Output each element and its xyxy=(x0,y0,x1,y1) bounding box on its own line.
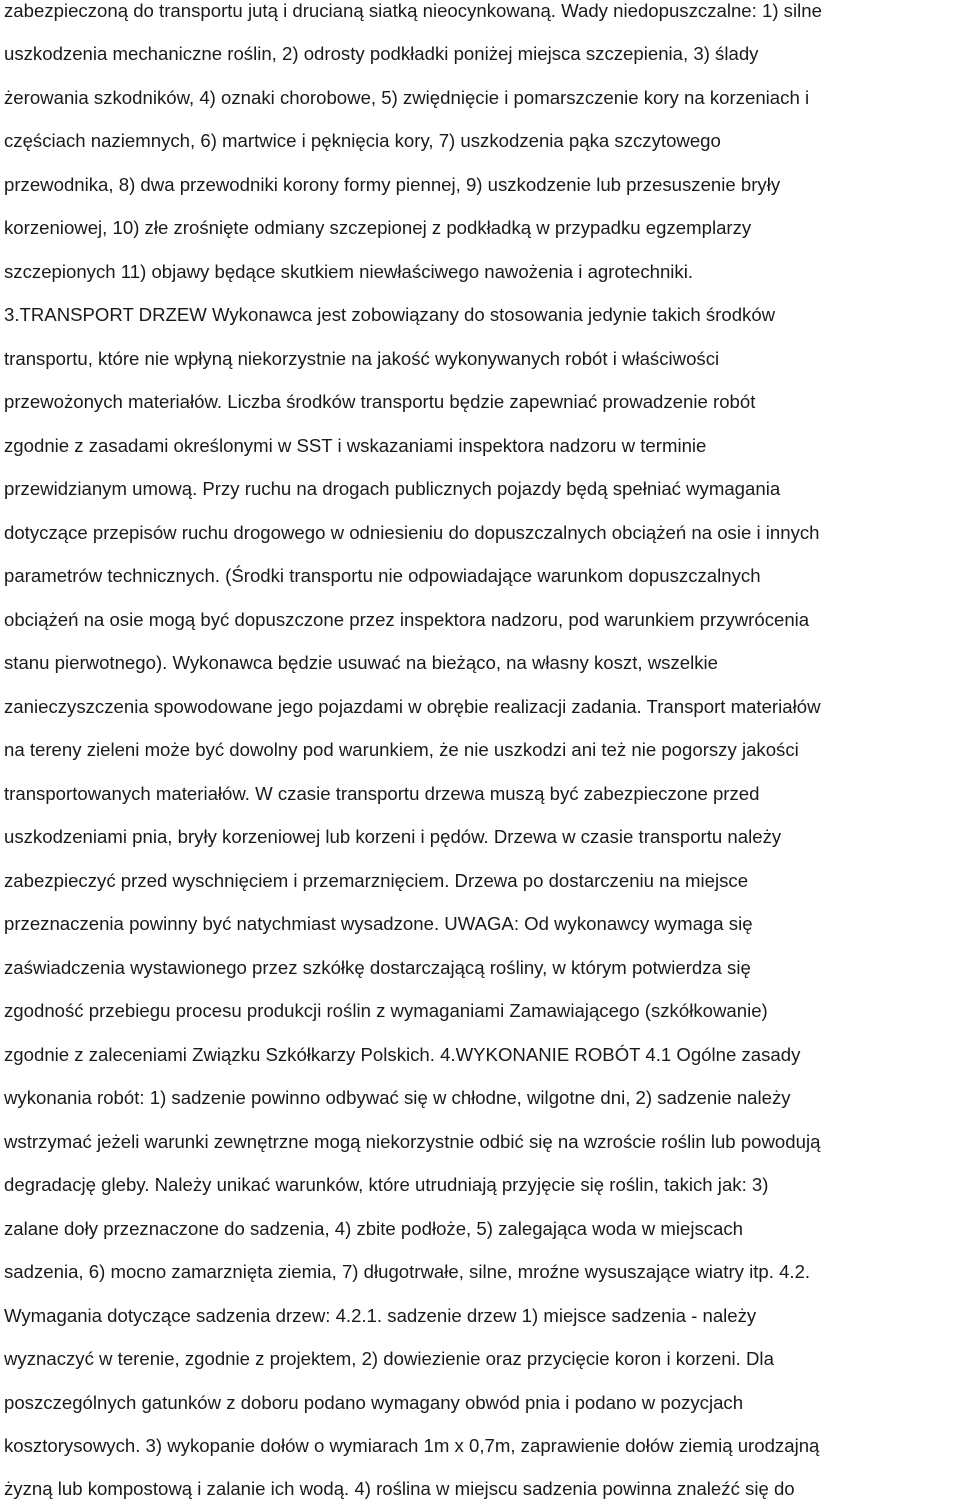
text-line: kosztorysowych. 3) wykopanie dołów o wymiarach 1m x 0,7m, zaprawienie dołów ziemią urodzajną xyxy=(4,1435,820,1456)
text-line: zabezpieczyć przed wyschnięciem i przemarznięciem. Drzewa po dostarczeniu na miejsce xyxy=(4,870,749,891)
text-line: żerowania szkodników, 4) oznaki chorobowe, 5) zwiędnięcie i pomarszczenie kory na korzeniach i xyxy=(4,87,810,108)
text-line: parametrów technicznych. (Środki transportu nie odpowiadające warunkom dopuszczalnych xyxy=(4,565,761,586)
text-line: stanu pierwotnego). Wykonawca będzie usuwać na bieżąco, na własny koszt, wszelkie xyxy=(4,652,718,673)
text-line: zalane doły przeznaczone do sadzenia, 4) zbite podłoże, 5) zalegająca woda w miejscach xyxy=(4,1218,744,1239)
text-line: wstrzymać jeżeli warunki zewnętrzne mogą niekorzystnie odbić się na wzroście roślin lub powodują xyxy=(4,1131,821,1152)
text-line: częściach naziemnych, 6) martwice i pęknięcia kory, 7) uszkodzenia pąka szczytowego xyxy=(4,130,721,151)
text-line: poszczególnych gatunków z doboru podano wymagany obwód pnia i podano w pozycjach xyxy=(4,1392,744,1413)
text-line: wyznaczyć w terenie, zgodnie z projektem, 2) dowiezienie oraz przycięcie koron i korzeni. Dla xyxy=(4,1348,774,1369)
text-line: sadzenia, 6) mocno zamarznięta ziemia, 7) długotrwałe, silne, mroźne wysuszające wiatry itp. 4.2. xyxy=(4,1261,811,1282)
text-line: degradację gleby. Należy unikać warunków, które utrudniają przyjęcie się roślin, takich jak: 3) xyxy=(4,1174,769,1195)
text-line: uszkodzeniami pnia, bryły korzeniowej lub korzeni i pędów. Drzewa w czasie transportu należy xyxy=(4,826,782,847)
text-line: zgodnie z zaleceniami Związku Szkółkarzy Polskich. 4.WYKONANIE ROBÓT 4.1 Ogólne zasady xyxy=(4,1044,801,1065)
text-line: obciążeń na osie mogą być dopuszczone przez inspektora nadzoru, pod warunkiem przywrócenia xyxy=(4,609,810,630)
text-line: uszkodzenia mechaniczne roślin, 2) odrosty podkładki poniżej miejsca szczepienia, 3) ślady xyxy=(4,43,759,64)
text-line: zaświadczenia wystawionego przez szkółkę dostarczającą rośliny, w którym potwierdza się xyxy=(4,957,751,978)
text-line: przeznaczenia powinny być natychmiast wysadzone. UWAGA: Od wykonawcy wymaga się xyxy=(4,913,753,934)
text-line: szczepionych 11) objawy będące skutkiem niewłaściwego nawożenia i agrotechniki. xyxy=(4,261,694,282)
text-line: transportowanych materiałów. W czasie transportu drzewa muszą być zabezpieczone przed xyxy=(4,783,760,804)
text-line: 3.TRANSPORT DRZEW Wykonawca jest zobowiązany do stosowania jedynie takich środków xyxy=(4,304,776,325)
text-line: przewodnika, 8) dwa przewodniki korony formy piennej, 9) uszkodzenie lub przesuszenie bryły xyxy=(4,174,781,195)
text-line: na tereny zieleni może być dowolny pod warunkiem, że nie uszkodzi ani też nie pogorszy jakości xyxy=(4,739,799,760)
text-line: żyzną lub kompostową i zalanie ich wodą. 4) roślina w miejscu sadzenia powinna znaleźć się do xyxy=(4,1478,795,1499)
text-line: zgodność przebiegu procesu produkcji roślin z wymaganiami Zamawiającego (szkółkowanie) xyxy=(4,1000,768,1021)
text-line: zabezpieczoną do transportu jutą i drucianą siatką nieocynkowaną. Wady niedopuszczalne: 1) silne xyxy=(4,0,822,21)
text-line: wykonania robót: 1) sadzenie powinno odbywać się w chłodne, wilgotne dni, 2) sadzenie należy xyxy=(4,1087,791,1108)
text-line: przewożonych materiałów. Liczba środków transportu będzie zapewniać prowadzenie robót xyxy=(4,391,756,412)
text-line: korzeniowej, 10) złe zrośnięte odmiany szczepionej z podkładką w przypadku egzemplarzy xyxy=(4,217,752,238)
text-line: zanieczyszczenia spowodowane jego pojazdami w obrębie realizacji zadania. Transport materiałów xyxy=(4,696,821,717)
text-line: Wymagania dotyczące sadzenia drzew: 4.2.1. sadzenie drzew 1) miejsce sadzenia - należy xyxy=(4,1305,757,1326)
text-line: dotyczące przepisów ruchu drogowego w odniesieniu do dopuszczalnych obciążeń na osie i innych xyxy=(4,522,820,543)
text-line: przewidzianym umową. Przy ruchu na drogach publicznych pojazdy będą spełniać wymagania xyxy=(4,478,781,499)
text-line: zgodnie z zasadami określonymi w SST i wskazaniami inspektora nadzoru w terminie xyxy=(4,435,707,456)
text-line: transportu, które nie wpłyną niekorzystnie na jakość wykonywanych robót i właściwości xyxy=(4,348,720,369)
